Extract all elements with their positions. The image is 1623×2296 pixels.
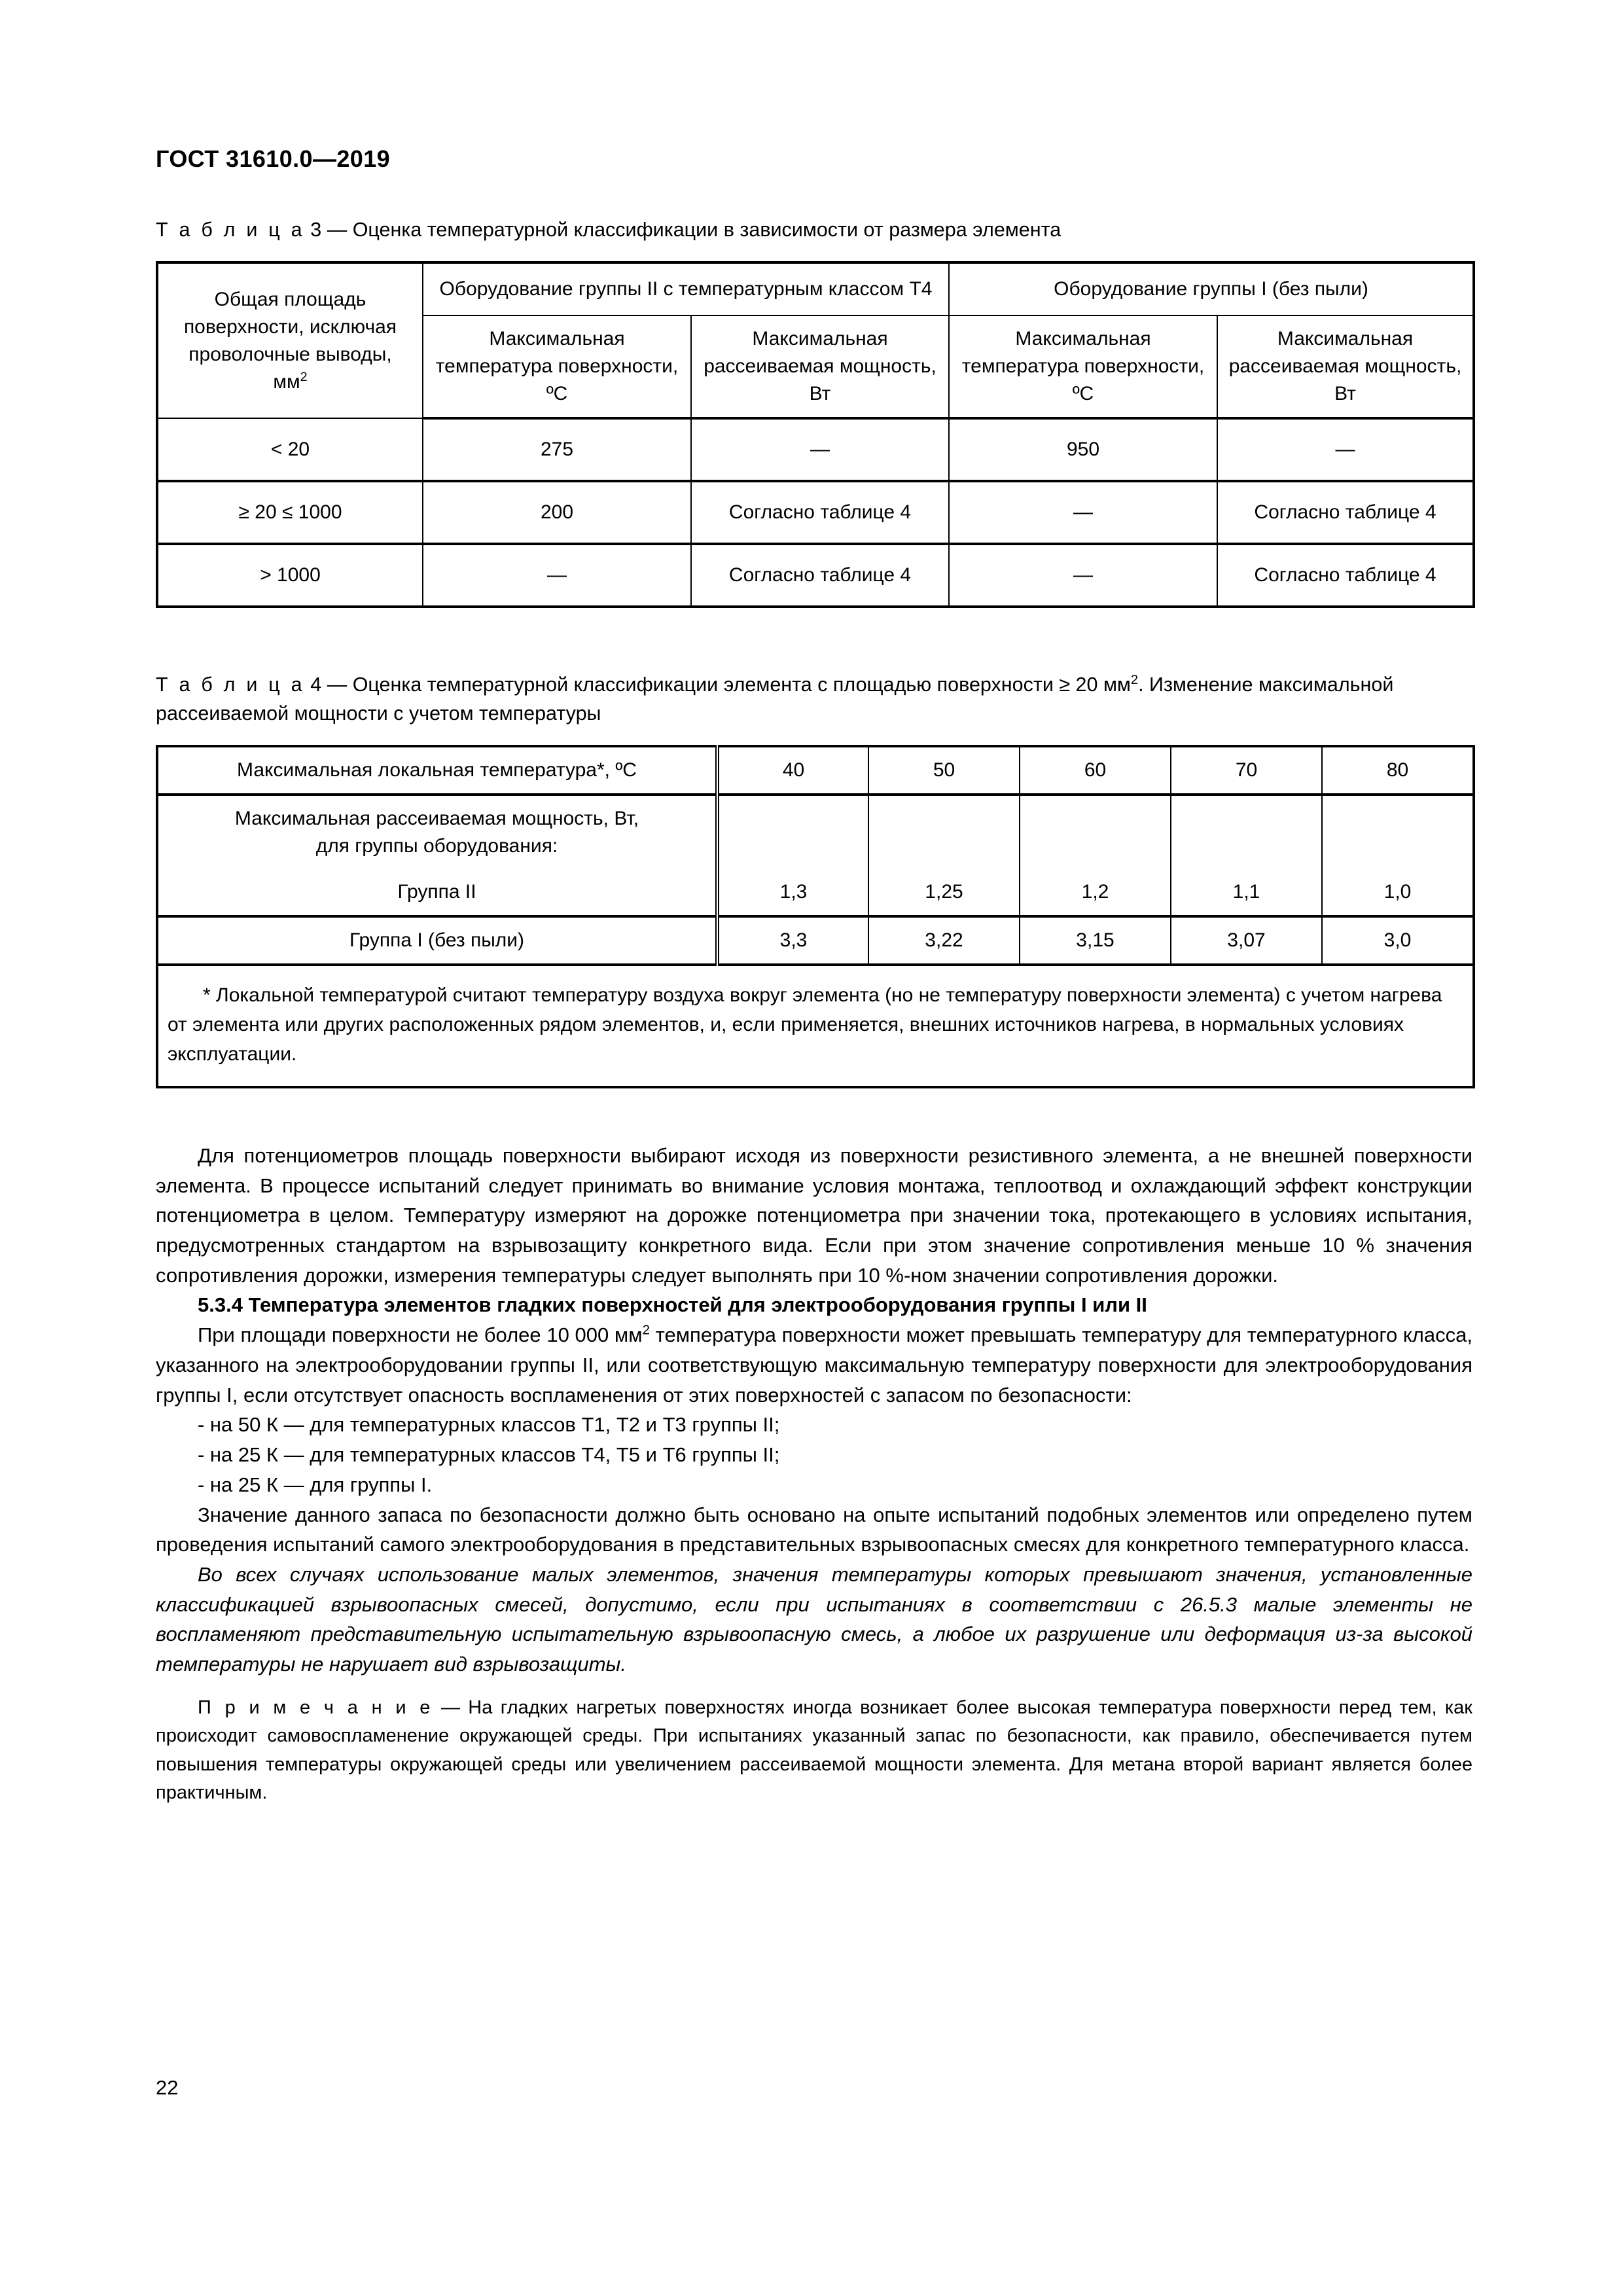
- table3-caption-text: — Оценка температурной классификации в зависимости от размера элемента: [327, 219, 1061, 241]
- table4-temp-80: 80: [1322, 746, 1474, 795]
- table4-temp-50: 50: [868, 746, 1020, 795]
- table3-subheader-2: Максимальная рассеиваемая мощность, Вт: [691, 315, 949, 418]
- paragraph-surface-area-limit-a: При площади поверхности не более 10 000 мм: [198, 1323, 643, 1347]
- table3-header-surface-area-text: Общая площадь поверхности, исключая проволочные выводы, мм: [183, 288, 397, 393]
- clause-number: 5.3.4: [198, 1293, 243, 1317]
- paragraph-potentiometers: Для потенциометров площадь поверхности выбирают исходя из поверхности резистивного элемента, а не внешней поверхности элемента. В процессе испытаний следует принимать во внимание условия монтажа, теплоотвод и охлаждающий эффект конструкции потенциометра в целом. Температуру измеряют на дорожке потенциометра при значении тока, протекающего в условиях испытания, предусмотренных стандартом на взрывозащиту конкретного вида. Если при этом значение сопротивления меньше 10 % значения сопротивления дорожки, измерения температуры следует выполнять при 10 %-ном значении сопротивления дорожки.: [156, 1143, 1472, 1287]
- table4-group-i-80: 3,0: [1322, 916, 1474, 965]
- table4-body: [157, 746, 1474, 1087]
- table4-power-blank-2: [868, 795, 1020, 869]
- table3-caption: [156, 216, 1472, 244]
- table3-header-group-i: Оборудование группы I (без пыли): [949, 262, 1474, 315]
- table4-label-group-ii: Группа II: [157, 869, 717, 916]
- table4-temp-60: 60: [1020, 746, 1171, 795]
- table-row: [157, 481, 1474, 544]
- table4-group-i-row: [157, 916, 1474, 965]
- page-content: [156, 216, 1472, 1808]
- table4-caption-text-a: — Оценка температурной классификации элемента с площадью поверхности ≥ 20 мм: [327, 673, 1131, 696]
- paragraph-small-elements-italic: Во всех случаях использование малых элементов, значения температуры которых превышают значения, установленные классификацией взрывоопасных смесей, допустимо, если при испытаниях в соответствии с 26.5.3 малые элементы не воспламеняют представительную испытательную взрывоопасную смесь, а любое их разрушение или деформация из-за высокой температуры не нарушает вид взрывозащиты.: [156, 1562, 1472, 1676]
- table4-caption-sup: 2: [1130, 673, 1139, 688]
- table4-footnote-row: [157, 965, 1474, 1087]
- table4-footnote-text: * Локальной температурой считают температуру воздуха вокруг элемента (но не температуру поверхности элемента) с учетом нагрева от элемента или других расположенных рядом элементов, и, если применяется, внешних источников нагрева, в нормальных условиях эксплуатации.: [168, 984, 1442, 1065]
- table3-r2-c4: —: [949, 481, 1217, 544]
- table3-r1-c1: < 20: [157, 418, 423, 481]
- table3-r2-c3: Согласно таблице 4: [691, 481, 949, 544]
- note-label: П р и м е ч а н и е: [198, 1696, 433, 1718]
- table3-r1-c3: —: [691, 418, 949, 481]
- list-item: - на 50 К — для температурных классов Т1, Т2 и Т3 группы II;: [198, 1413, 780, 1437]
- running-head-standard-number: ГОСТ 31610.0—2019: [156, 145, 391, 172]
- table4-power-heading-row: [157, 795, 1474, 869]
- table4-row-label-power: [157, 795, 717, 869]
- table3-r1-c5: —: [1217, 418, 1474, 481]
- table4-group-i-70: 3,07: [1171, 916, 1322, 965]
- note-text: — На гладких нагретых поверхностях иногда возникает более высокая температура поверхности перед тем, как происходит самовоспламенение окружающей среды. При испытаниях указанный запас по безопасности, как правило, обеспечивается путем повышения температуры окружающей среды или увеличением рассеиваемой мощности элемента. Для метана второй вариант является более практичным.: [156, 1696, 1472, 1804]
- table3-caption-number: 3: [310, 219, 322, 241]
- table4-group-ii-50: 1,25: [868, 869, 1020, 916]
- table4-caption-number: 4: [310, 673, 322, 696]
- paragraph-surface-area-limit-b: температура поверхности может превышать температуру для температурного класса, указанного на электрооборудовании группы II, или соответствующую максимальную температуру поверхности для электрооборудования группы I, если отсутствует опасность воспламенения от этих поверхностей с запасом по безопасности:: [156, 1323, 1472, 1407]
- table4-group-i-40: 3,3: [717, 916, 868, 965]
- note-block: [156, 1694, 1472, 1808]
- table3: [156, 261, 1475, 608]
- table3-caption-word: Т а б л и ц а: [156, 219, 305, 241]
- table4-temp-70: 70: [1171, 746, 1322, 795]
- table4-row-label-power-line1: Максимальная рассеиваемая мощность, Вт,: [234, 807, 639, 829]
- spacer-before-note: [156, 1679, 1472, 1694]
- table3-header-row-1: [157, 262, 1474, 315]
- table3-header-surface-area-sup: 2: [300, 369, 308, 384]
- table3-r3-c5: Согласно таблице 4: [1217, 544, 1474, 607]
- list-item: - на 25 К — для группы I.: [198, 1473, 433, 1496]
- table4-group-i-50: 3,22: [868, 916, 1020, 965]
- table4-group-ii-row: [157, 869, 1474, 916]
- table3-header-surface-area: [157, 262, 423, 418]
- table4-label-group-i: Группа I (без пыли): [157, 916, 717, 965]
- table4-group-ii-40: 1,3: [717, 869, 868, 916]
- table4-caption-text-b: . Изменение максимальной рассеиваемой мощности с учетом температуры: [156, 673, 1394, 725]
- table-row: [157, 418, 1474, 481]
- table4-temp-40: 40: [717, 746, 868, 795]
- table3-subheader-4: Максимальная рассеиваемая мощность, Вт: [1217, 315, 1474, 418]
- table-row: [157, 544, 1474, 607]
- clause-title: Температура элементов гладких поверхностей для электрооборудования группы I или II: [248, 1293, 1147, 1317]
- table3-subheader-3: Максимальная температура поверхности, ºС: [949, 315, 1217, 418]
- table4-caption: [156, 671, 1472, 728]
- table4: [156, 745, 1475, 1088]
- page-number: 22: [156, 2076, 179, 2099]
- table4-power-blank-3: [1020, 795, 1171, 869]
- table3-r1-c2: 275: [423, 418, 691, 481]
- table4-footnote: [157, 965, 1474, 1087]
- table4-temperature-row: [157, 746, 1474, 795]
- table3-head: [157, 262, 1474, 418]
- table3-r3-c1: > 1000: [157, 544, 423, 607]
- list-item: - на 25 К — для температурных классов Т4, Т5 и Т6 группы II;: [198, 1443, 780, 1467]
- table3-r2-c2: 200: [423, 481, 691, 544]
- table3-r1-c4: 950: [949, 418, 1217, 481]
- table4-caption-word: Т а б л и ц а: [156, 673, 305, 696]
- table4-group-ii-70: 1,1: [1171, 869, 1322, 916]
- clause-5-3-4-heading: [156, 1290, 1472, 1320]
- table3-r3-c3: Согласно таблице 4: [691, 544, 949, 607]
- paragraph-safety-margin: Значение данного запаса по безопасности должно быть основано на опыте испытаний подобных элементов или определено путем проведения испытаний самого электрооборудования в представительных взрывоопасных смесях для конкретного температурного класса.: [156, 1503, 1472, 1556]
- paragraph-surface-area-limit: [156, 1320, 1472, 1410]
- table4-power-blank-4: [1171, 795, 1322, 869]
- table4-power-blank-1: [717, 795, 868, 869]
- table4-row-label-temperature: Максимальная локальная температура*, ºС: [157, 746, 717, 795]
- table3-r2-c5: Согласно таблице 4: [1217, 481, 1474, 544]
- table4-group-ii-80: 1,0: [1322, 869, 1474, 916]
- table4-group-ii-60: 1,2: [1020, 869, 1171, 916]
- table3-body: [157, 418, 1474, 607]
- table4-group-i-60: 3,15: [1020, 916, 1171, 965]
- table3-r3-c4: —: [949, 544, 1217, 607]
- table3-r2-c1: ≥ 20 ≤ 1000: [157, 481, 423, 544]
- table4-power-blank-5: [1322, 795, 1474, 869]
- table4-row-label-power-line2: для группы оборудования:: [315, 834, 558, 857]
- table3-subheader-1: Максимальная температура поверхности, ºС: [423, 315, 691, 418]
- spacer-after-table4: [156, 1088, 1472, 1115]
- table3-header-group-ii: Оборудование группы II с температурным классом Т4: [423, 262, 949, 315]
- paragraph-surface-area-limit-sup: 2: [642, 1322, 650, 1338]
- table3-r3-c2: —: [423, 544, 691, 607]
